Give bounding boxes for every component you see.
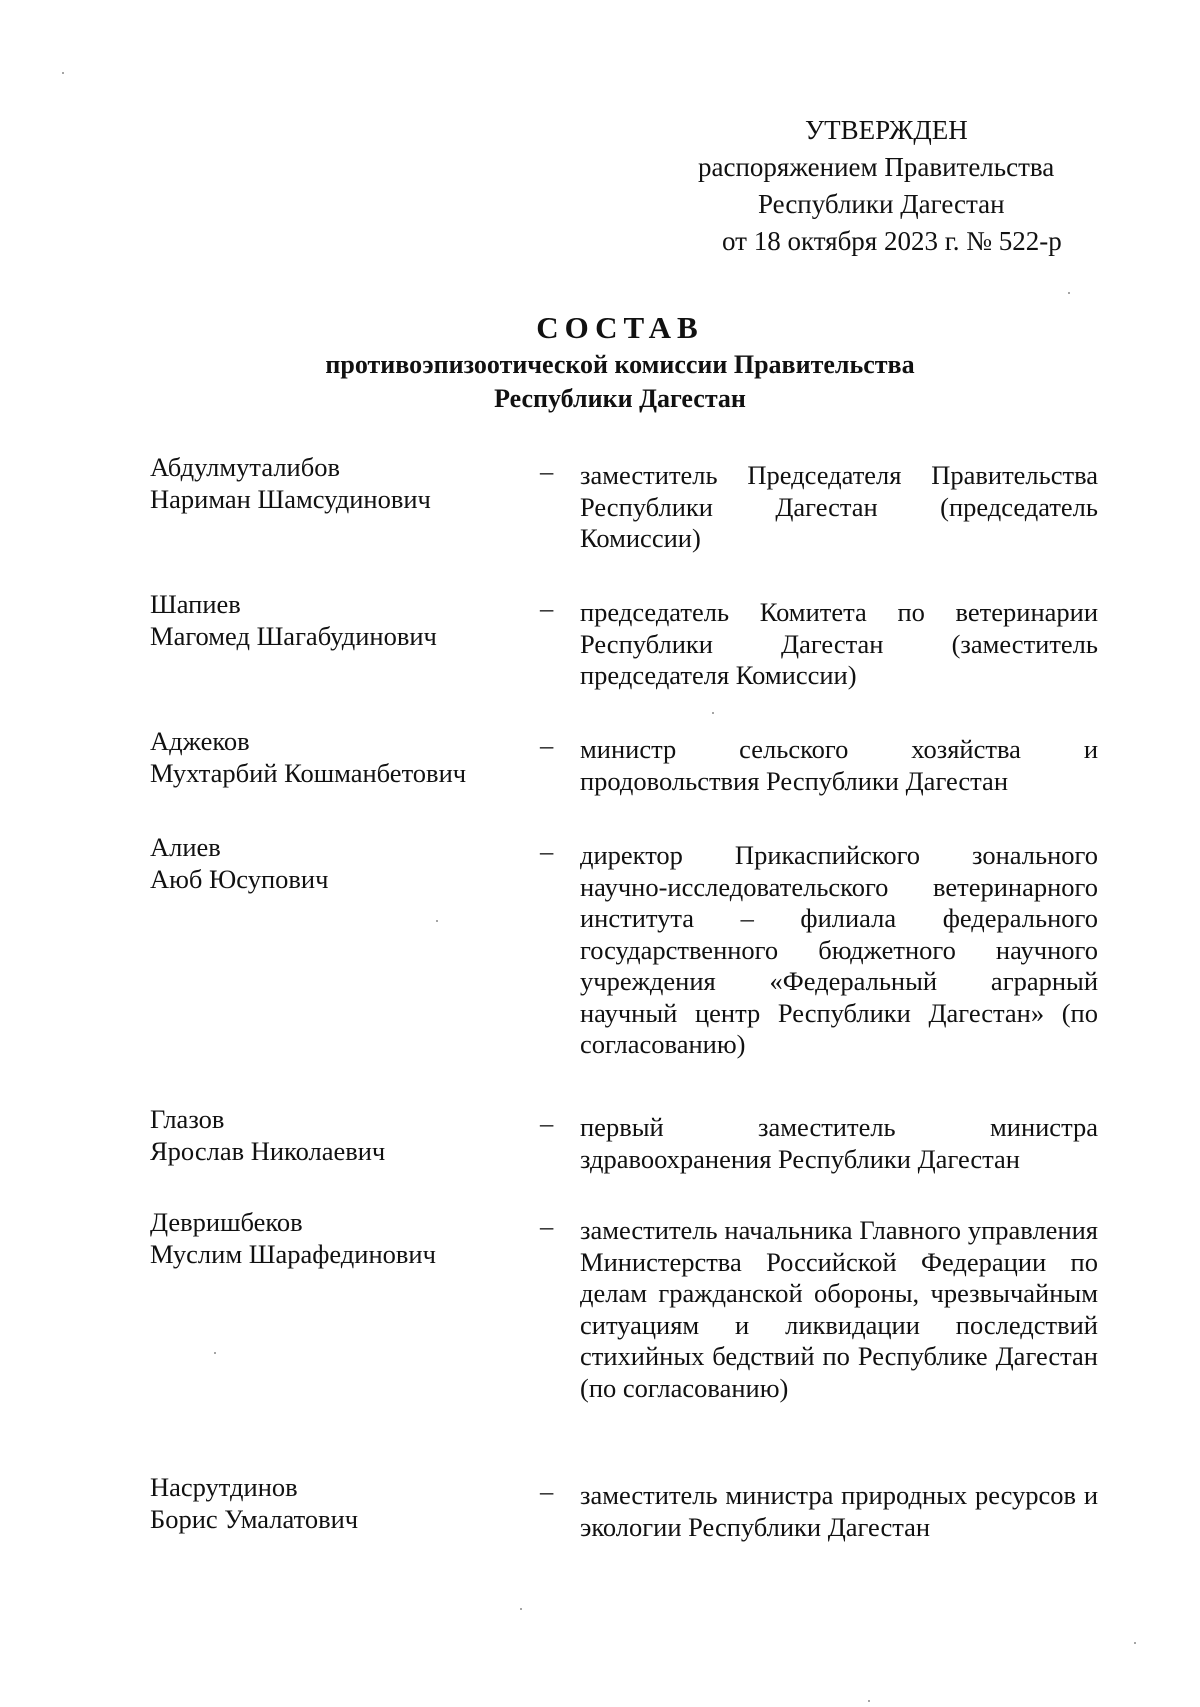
member-name [150, 452, 510, 515]
member-position: заместитель начальника Главного управления Министерства Российской Федерации по делам гражданской обороны, чрезвычайным ситуациям и ликвидации последствий стихийных бедствий по Республике Дагестан (по согласованию) [580, 1215, 1098, 1403]
member-position: заместитель министра природных ресурсов и экологии Республики Дагестан [580, 1480, 1098, 1542]
member-surname: Абдулмуталибов [150, 452, 340, 482]
member-position: первый заместитель министра здравоохранения Республики Дагестан [580, 1112, 1098, 1174]
title-main: СОСТАВ [536, 310, 704, 345]
member-position: директор Прикаспийского зонального научно-исследовательского ветеринарного института – филиала федерального государственного бюджетного научного учреждения «Федеральный аграрный научный центр Республики Дагестан» (по согласованию) [580, 840, 1098, 1059]
member-given-name: Магомед Шагабудинович [150, 620, 437, 651]
approval-line-decree: распоряжением Правительства [698, 152, 1055, 182]
scan-speck [1068, 292, 1070, 294]
member-surname: Алиев [150, 832, 221, 862]
member-given-name: Аюб Юсупович [150, 863, 329, 894]
member-dash: – [540, 1211, 554, 1241]
member-name [150, 1104, 510, 1167]
member-position: министр сельского хозяйства и продовольствия Республики Дагестан [580, 734, 1098, 796]
scan-speck [436, 920, 438, 922]
member-name [150, 1207, 510, 1270]
member-dash: – [540, 1476, 554, 1506]
scan-speck [214, 1352, 216, 1354]
scan-speck [520, 1608, 522, 1610]
approval-line-republic: Республики Дагестан [758, 189, 1005, 219]
member-name [150, 589, 510, 652]
member-dash: – [540, 836, 554, 866]
member-given-name: Борис Умалатович [150, 1503, 359, 1534]
scan-speck [712, 712, 714, 714]
member-position: заместитель Председателя Правительства Республики Дагестан (председатель Комиссии) [580, 460, 1098, 553]
title-subtitle-line1: противоэпизоотической комиссии Правительства [325, 350, 915, 379]
scan-speck [62, 72, 64, 74]
member-surname: Глазов [150, 1104, 225, 1134]
document-title [0, 308, 1200, 416]
scan-speck [868, 1700, 870, 1702]
member-dash: – [540, 1108, 554, 1138]
member-dash: – [540, 593, 554, 623]
member-surname: Аджеков [150, 726, 250, 756]
member-position: председатель Комитета по ветеринарии Республики Дагестан (заместитель председателя Комиссии) [580, 597, 1098, 690]
member-name [150, 1472, 510, 1535]
scan-speck [1134, 1642, 1136, 1644]
approval-stamp [640, 112, 1100, 260]
member-given-name: Нариман Шамсудинович [150, 483, 431, 514]
member-surname: Девришбеков [150, 1207, 303, 1237]
approval-line-date: от 18 октября 2023 г. № 522-р [722, 226, 1062, 256]
member-dash: – [540, 456, 554, 486]
approval-heading: УТВЕРЖДЕН [805, 115, 968, 145]
member-surname: Шапиев [150, 589, 241, 619]
title-subtitle-line2: Республики Дагестан [494, 384, 746, 413]
member-given-name: Мухтарбий Кошманбетович [150, 757, 467, 788]
member-given-name: Ярослав Николаевич [150, 1135, 386, 1166]
member-dash: – [540, 730, 554, 760]
member-given-name: Муслим Шарафединович [150, 1238, 436, 1269]
member-name [150, 726, 510, 789]
member-surname: Насрутдинов [150, 1472, 298, 1502]
member-name [150, 832, 510, 895]
